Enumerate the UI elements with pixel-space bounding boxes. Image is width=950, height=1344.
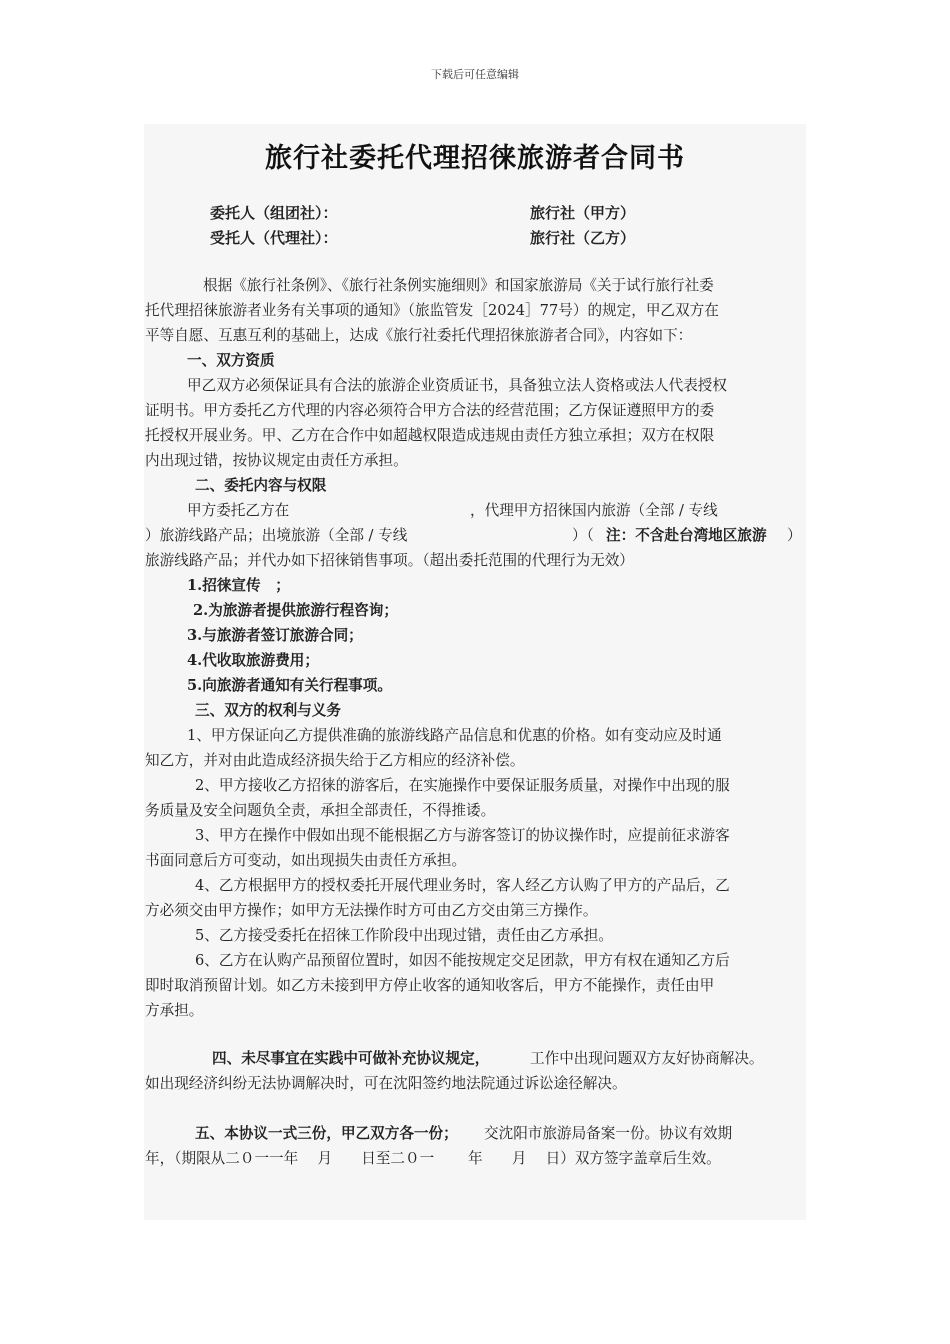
section-1-line-1: 甲乙双方必须保证具有合法的旅游企业资质证书，具备独立法人资格或法人代表授权 <box>187 377 727 394</box>
section-2-line-2a: ）旅游线路产品；出境旅游（全部 / 专线 <box>145 527 408 544</box>
preamble-line-3: 平等自愿、互惠互利的基础上，达成《旅行社委托代理招徕旅游者合同》，内容如下： <box>145 327 693 344</box>
section-3-line-1: 1、甲方保证向乙方提供准确的旅游线路产品信息和优惠的价格。如有变动应及时通 <box>187 727 722 744</box>
section-4-heading: 四、未尽事宜在实践中可做补充协议规定， <box>212 1050 490 1067</box>
item-2: 2.为旅游者提供旅游行程咨询； <box>193 602 398 619</box>
item-3: 3.与旅游者签订旅游合同； <box>187 627 363 644</box>
section-3-line-4: 务质量及安全问题负全责，承担全部责任，不得推诿。 <box>145 802 496 819</box>
agent-value: 旅行社（乙方） <box>530 229 636 247</box>
section-2-heading: 二、委托内容与权限 <box>195 477 327 494</box>
section-5-line-2: 年，（期限从二０一一年 月 日至二０一 年 月 日）双方签字盖章后生效。 <box>145 1150 721 1167</box>
item-4: 4.代收取旅游费用； <box>187 652 319 669</box>
header-note: 下载后可任意编辑 <box>431 68 519 81</box>
section-4-line-2: 如出现经济纠纷无法协调解决时，可在沈阳签约地法院通过诉讼途径解决。 <box>145 1075 627 1092</box>
section-3-line-3: 2、甲方接收乙方招徕的游客后，在实施操作中要保证服务质量，对操作中出现的服 <box>195 777 730 794</box>
section-2-note: 注：不含赴台湾地区旅游 <box>606 527 767 544</box>
document-title: 旅行社委托代理招徕旅游者合同书 <box>265 143 685 174</box>
section-2-line-3: 旅游线路产品；并代办如下招徕销售事项。（超出委托范围的代理行为无效） <box>145 552 634 569</box>
section-3-line-2: 知乙方，并对由此造成经济损失给于乙方相应的经济补偿。 <box>145 752 525 769</box>
preamble-line-2: 托代理招徕旅游者业务有关事项的通知》（旅监管发［2024］77号）的规定，甲乙双方在 <box>145 302 719 319</box>
section-3-line-10: 6、乙方在认购产品预留位置时，如因不能按规定交足团款，甲方有权在通知乙方后 <box>195 952 730 969</box>
section-3-line-11: 即时取消预留计划。如乙方未接到甲方停止收客的通知收客后，甲方不能操作，责任由甲 <box>145 977 715 994</box>
section-2-line-1b: ，代理甲方招徕国内旅游（全部 / 专线 <box>470 502 718 519</box>
section-5-heading: 五、本协议一式三份，甲乙双方各一份； <box>195 1125 458 1142</box>
principal-value: 旅行社（甲方） <box>530 204 636 222</box>
agent-label: 受托人（代理社）： <box>210 229 338 247</box>
section-2-line-1a: 甲方委托乙方在 <box>187 502 290 519</box>
section-1-line-3: 托授权开展业务。甲、乙方在合作中如超越权限造成违规由责任方独立承担；双方在权限 <box>145 427 715 444</box>
section-1-line-2: 证明书。甲方委托乙方代理的内容必须符合甲方合法的经营范围；乙方保证遵照甲方的委 <box>145 402 715 419</box>
section-1-heading: 一、双方资质 <box>187 352 275 369</box>
section-1-line-4: 内出现过错，按协议规定由责任方承担。 <box>145 452 408 469</box>
preamble-line-1: 根据《旅行社条例》、《旅行社条例实施细则》和国家旅游局《关于试行旅行社委 <box>203 277 714 294</box>
section-3-line-6: 书面同意后方可变动，如出现损失由责任方承担。 <box>145 852 467 869</box>
section-3-line-12: 方承担。 <box>145 1002 204 1019</box>
section-3-line-7: 4、乙方根据甲方的授权委托开展代理业务时，客人经乙方认购了甲方的产品后，乙 <box>195 877 730 894</box>
section-2-line-2b: ）（ <box>572 527 594 544</box>
principal-label: 委托人（组团社）： <box>210 204 338 222</box>
section-3-line-8: 方必须交由甲方操作；如甲方无法操作时方可由乙方交由第三方操作。 <box>145 902 598 919</box>
section-3-line-5: 3、甲方在操作中假如出现不能根据乙方与游客签订的协议操作时，应提前征求游客 <box>195 827 730 844</box>
section-3-heading: 三、双方的权利与义务 <box>195 702 341 719</box>
section-4-line-1: 工作中出现问题双方友好协商解决。 <box>530 1050 764 1067</box>
section-2-line-2c: ） <box>787 527 802 544</box>
section-5-line-1: 交沈阳市旅游局备案一份。协议有效期 <box>484 1125 733 1142</box>
item-5: 5.向旅游者通知有关行程事项。 <box>187 677 392 694</box>
item-1: 1.招徕宣传 ； <box>187 577 290 594</box>
section-3-line-9: 5、乙方接受委托在招徕工作阶段中出现过错，责任由乙方承担。 <box>195 927 613 944</box>
